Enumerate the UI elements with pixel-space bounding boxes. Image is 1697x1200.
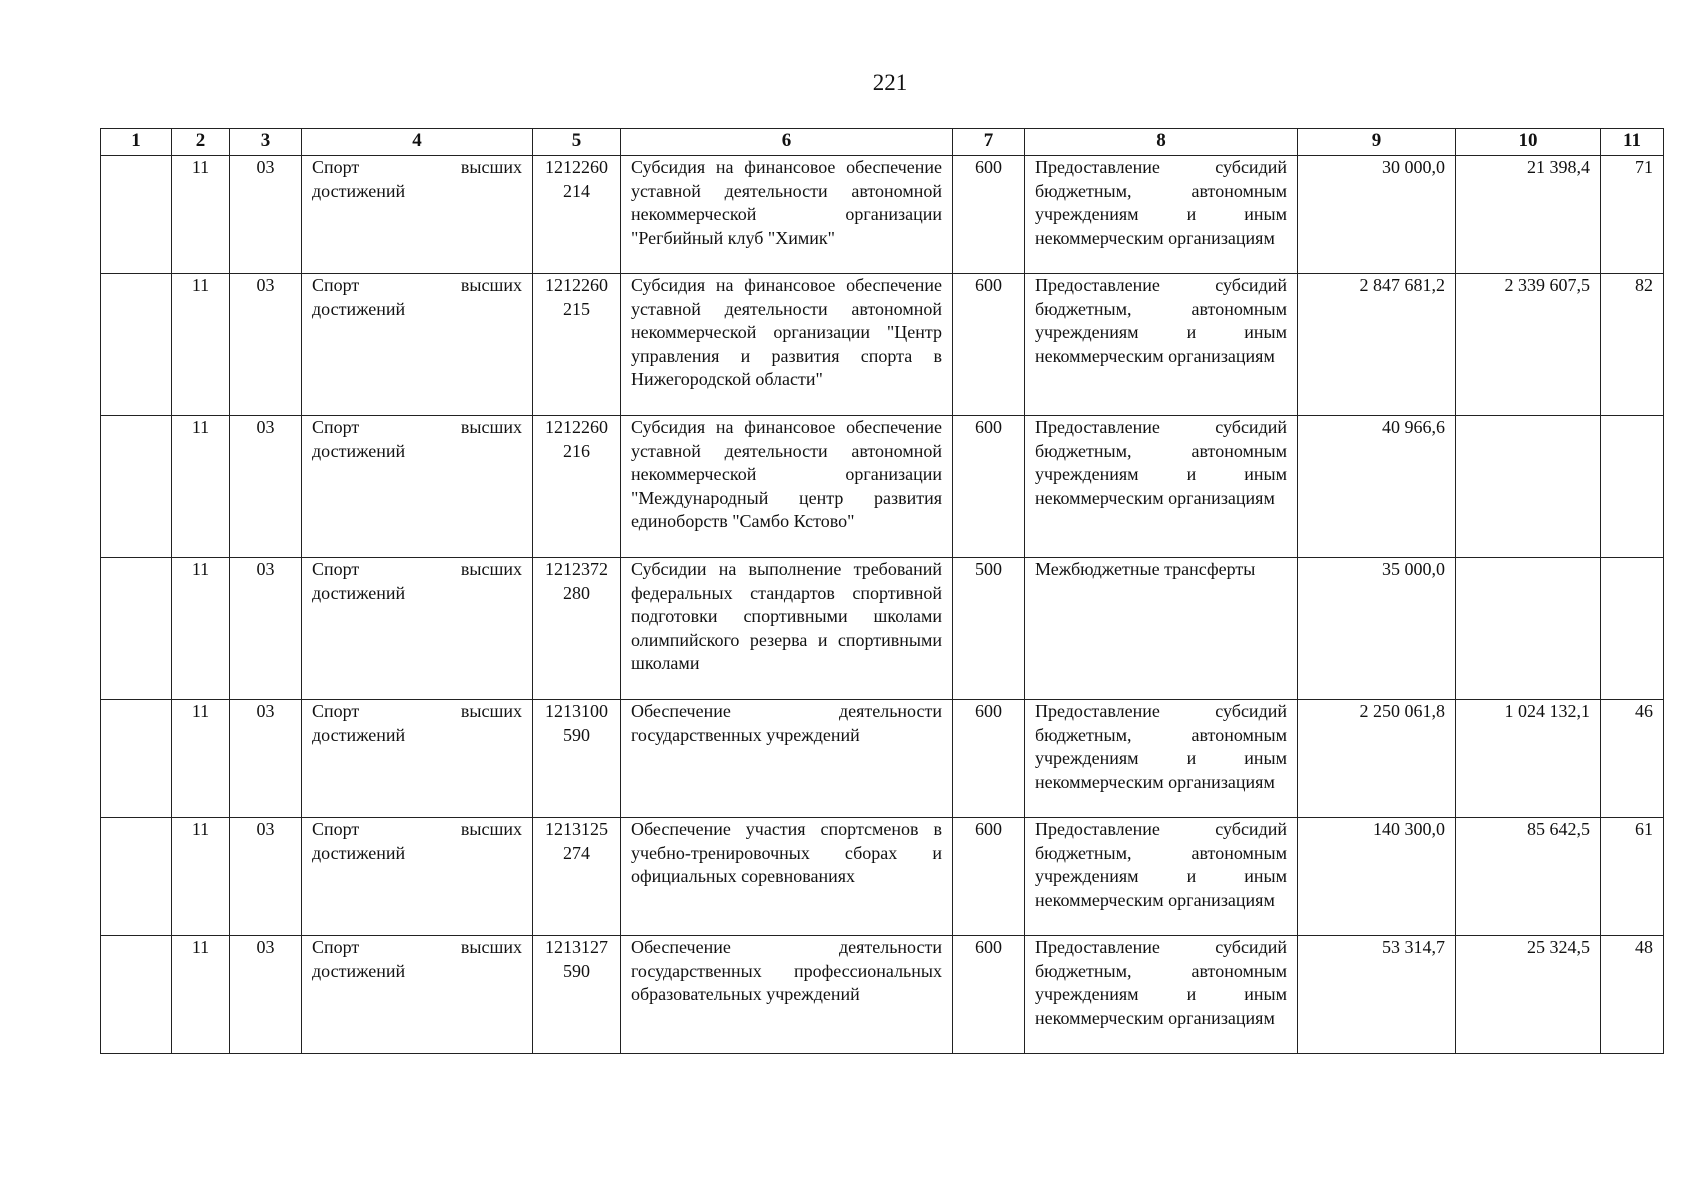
cell-col-1 [101,416,172,558]
cell-section: 11 [172,274,230,416]
cell-expense-type-code: 600 [953,818,1025,936]
cell-expense-name: Субсидии на выполнение требований федеральных стандартов спортивной подготовки спортивными школами олимпийского резерва и спортивными школами [621,558,953,700]
cell-expense-type-code: 500 [953,558,1025,700]
cell-col-1 [101,818,172,936]
cell-target-code: 1213127590 [533,936,621,1054]
cell-subsection: 03 [230,274,302,416]
cell-amount-plan: 2 847 681,2 [1298,274,1456,416]
cell-expense-type-code: 600 [953,416,1025,558]
cell-target-code: 1212260215 [533,274,621,416]
cell-col-1 [101,156,172,274]
cell-target-code: 1213125274 [533,818,621,936]
cell-expense-name: Субсидия на финансовое обеспечение уставной деятельности автономной некоммерческой организации "Центр управления и развития спорта в Нижегородской области" [621,274,953,416]
cell-expense-type-code: 600 [953,700,1025,818]
col-header-7: 7 [953,129,1025,156]
cell-amount-actual [1456,558,1601,700]
cell-amount-actual: 85 642,5 [1456,818,1601,936]
cell-expense-name: Обеспечение участия спортсменов в учебно-тренировочных сборах и официальных соревнованиях [621,818,953,936]
cell-expense-type-name: Предоставление субсидий бюджетным, автономным учреждениям и иным некоммерческим организациям [1025,416,1298,558]
table-row [101,416,1664,558]
cell-section: 11 [172,936,230,1054]
cell-expense-type-name: Предоставление субсидий бюджетным, автономным учреждениям и иным некоммерческим организациям [1025,936,1298,1054]
cell-subsection-name: Спорт высших достижений [302,818,533,936]
cell-subsection: 03 [230,156,302,274]
col-header-5: 5 [533,129,621,156]
cell-percent: 61 [1601,818,1664,936]
cell-expense-name: Субсидия на финансовое обеспечение уставной деятельности автономной некоммерческой организации "Международный центр развития единоборств "Самбо Кстово" [621,416,953,558]
cell-subsection-name: Спорт высших достижений [302,156,533,274]
cell-amount-actual: 25 324,5 [1456,936,1601,1054]
cell-expense-type-code: 600 [953,936,1025,1054]
table-row [101,156,1664,274]
cell-percent: 48 [1601,936,1664,1054]
cell-subsection: 03 [230,818,302,936]
table-row [101,818,1664,936]
cell-target-code: 1212260216 [533,416,621,558]
cell-percent [1601,558,1664,700]
col-header-10: 10 [1456,129,1601,156]
cell-target-code: 1213100590 [533,700,621,818]
cell-expense-type-name: Предоставление субсидий бюджетным, автономным учреждениям и иным некоммерческим организациям [1025,818,1298,936]
cell-amount-plan: 40 966,6 [1298,416,1456,558]
cell-subsection: 03 [230,700,302,818]
table-row [101,274,1664,416]
cell-amount-actual: 2 339 607,5 [1456,274,1601,416]
col-header-6: 6 [621,129,953,156]
table-row [101,936,1664,1054]
cell-col-1 [101,558,172,700]
cell-expense-name: Обеспечение деятельности государственных учреждений [621,700,953,818]
cell-amount-plan: 35 000,0 [1298,558,1456,700]
cell-expense-type-code: 600 [953,156,1025,274]
table-row [101,558,1664,700]
budget-table [100,128,1664,1054]
col-header-2: 2 [172,129,230,156]
cell-col-1 [101,274,172,416]
cell-percent: 46 [1601,700,1664,818]
cell-expense-type-name: Предоставление субсидий бюджетным, автономным учреждениям и иным некоммерческим организациям [1025,274,1298,416]
cell-expense-name: Субсидия на финансовое обеспечение уставной деятельности автономной некоммерческой организации "Регбийный клуб "Химик" [621,156,953,274]
cell-expense-type-name: Предоставление субсидий бюджетным, автономным учреждениям и иным некоммерческим организациям [1025,700,1298,818]
cell-subsection-name: Спорт высших достижений [302,558,533,700]
cell-expense-name: Обеспечение деятельности государственных профессиональных образовательных учреждений [621,936,953,1054]
cell-subsection-name: Спорт высших достижений [302,700,533,818]
cell-percent [1601,416,1664,558]
page-number: 221 [872,70,908,95]
cell-section: 11 [172,700,230,818]
cell-expense-type-code: 600 [953,274,1025,416]
cell-percent: 71 [1601,156,1664,274]
col-header-1: 1 [101,129,172,156]
header-row [101,129,1664,156]
col-header-8: 8 [1025,129,1298,156]
cell-section: 11 [172,416,230,558]
col-header-9: 9 [1298,129,1456,156]
cell-subsection-name: Спорт высших достижений [302,416,533,558]
cell-amount-plan: 53 314,7 [1298,936,1456,1054]
cell-subsection: 03 [230,558,302,700]
cell-expense-type-name: Межбюджетные трансферты [1025,558,1298,700]
cell-col-1 [101,700,172,818]
cell-percent: 82 [1601,274,1664,416]
cell-amount-actual: 21 398,4 [1456,156,1601,274]
cell-subsection: 03 [230,416,302,558]
cell-target-code: 1212260214 [533,156,621,274]
cell-amount-plan: 140 300,0 [1298,818,1456,936]
cell-amount-actual: 1 024 132,1 [1456,700,1601,818]
cell-subsection-name: Спорт высших достижений [302,274,533,416]
cell-target-code: 1212372280 [533,558,621,700]
cell-expense-type-name: Предоставление субсидий бюджетным, автономным учреждениям и иным некоммерческим организациям [1025,156,1298,274]
cell-col-1 [101,936,172,1054]
cell-subsection-name: Спорт высших достижений [302,936,533,1054]
cell-amount-actual [1456,416,1601,558]
col-header-3: 3 [230,129,302,156]
col-header-4: 4 [302,129,533,156]
cell-amount-plan: 2 250 061,8 [1298,700,1456,818]
col-header-11: 11 [1601,129,1664,156]
table-row [101,700,1664,818]
cell-subsection: 03 [230,936,302,1054]
cell-section: 11 [172,558,230,700]
cell-section: 11 [172,156,230,274]
cell-amount-plan: 30 000,0 [1298,156,1456,274]
cell-section: 11 [172,818,230,936]
